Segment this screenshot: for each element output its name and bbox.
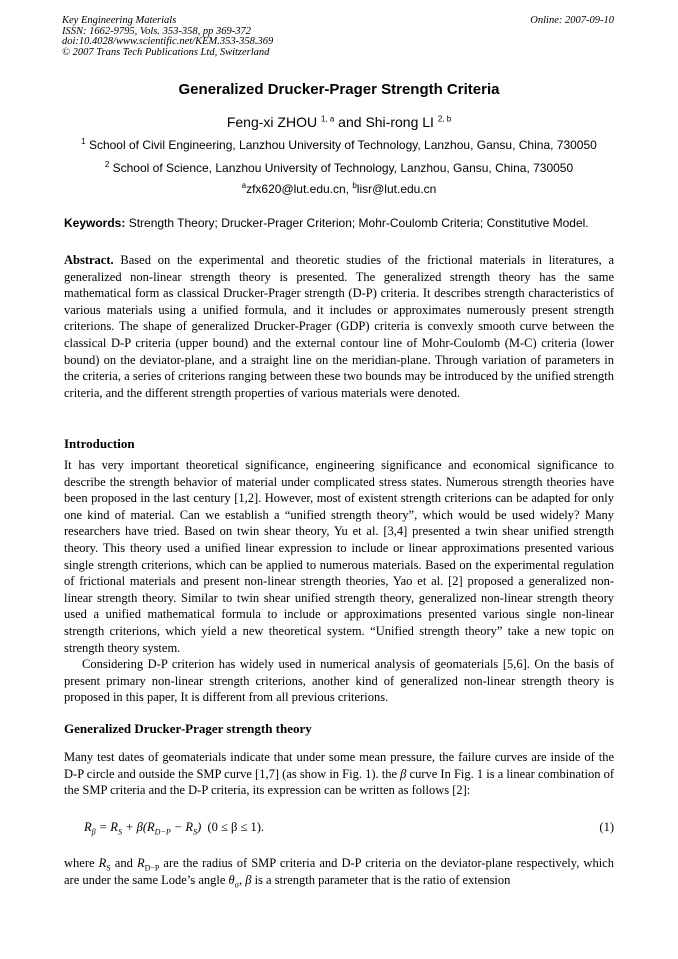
introduction-body	[64, 457, 614, 706]
rdp-sub: D−P	[144, 863, 160, 873]
gdp-para-1-text-a: Many test dates of geomaterials indicate that under some mean pressure, the failure curves are inside of the D-P circle and outside the SMP curve [1,7] (as show in Fig. 1). the	[64, 750, 614, 781]
eq-mid-sub: D−P	[154, 827, 171, 837]
introduction-para-1: It has very important theoretical significance, engineering significance and economical significance to describe the strength behavior of material under complicated stress states. Numerous strength theories have been proposed in the last century [1,2]. However, most of existent strength criterions can be adapted for only one kind of material. Can we establish a “unified strength theory”, which would be used widely? Many researchers have tried. Based on twin shear theory, Yu et al. [3,4] presented a twin shear unified strength theory. This theory used a unified linear expression to include or linear approximations presented various single strength criterions, which can be applied to numerous materials. Based on the experimental regulation of frictional materials and present non-linear strength theories, Yao et al. [2] proposed a generalized non-linear strength theory. Similar to twin shear unified strength theory, generalized non-linear strength theory used a unified mathematical formula to include or approximations presented various single non-linear strength criterions, which yield a new theoretical system. “Unified strength theory” take a new topic on strength theory system.	[64, 458, 614, 655]
introduction-para-2: Considering D-P criterion has widely used in numerical analysis of geomaterials [5,6]. On the basis of present primary non-linear strength criterions, another kind of generalized non-linear strength theory is proposed in this paper, It is different from all previous criterions.	[64, 657, 614, 705]
beta-symbol-2: β	[245, 872, 252, 887]
rdp-symbol: R	[136, 856, 145, 870]
eq-mid: + β(R	[121, 820, 155, 834]
eq-close: )	[197, 820, 202, 834]
keywords-label: Keywords:	[64, 216, 126, 230]
gdp-para-1-text-b: curve In Fig. 1 is a linear combination of the SMP criteria and the D-P criteria, its expression can be written as follows [2]:	[64, 766, 614, 798]
rs-sub: S	[106, 863, 111, 873]
gdp-para-2	[64, 855, 614, 888]
eq-lhs: R	[84, 820, 92, 834]
email-a-sup: a	[241, 181, 247, 190]
theta-sub: σ	[234, 880, 239, 890]
equation-1	[84, 820, 264, 835]
author-2: Shi-rong LI	[365, 114, 434, 130]
eq-lhs-sub: β	[91, 827, 96, 837]
eq-rhs-sub: S	[117, 827, 122, 837]
affiliation-2-sup: 2	[104, 160, 110, 169]
affiliation-1-text: School of Civil Engineering, Lanzhou University of Technology, Lanzhou, Gansu, China, 730050	[88, 138, 597, 152]
abstract	[64, 252, 614, 401]
doi-line: doi:10.4028/www.scientific.net/KEM.353-358.369	[62, 36, 274, 47]
journal-name: Key Engineering Materials	[62, 15, 177, 26]
affiliation-1	[0, 138, 678, 152]
journal-header	[62, 16, 273, 58]
paper-title: Generalized Drucker-Prager Strength Criteria	[178, 81, 500, 98]
author-2-sup: 2, b	[437, 114, 452, 124]
abstract-label: Abstract.	[64, 253, 114, 267]
eq-rhs: = R	[95, 820, 118, 834]
copyright-line: © 2007 Trans Tech Publications Ltd, Switzerland	[62, 46, 270, 58]
eq-range: (0 ≤ β ≤ 1).	[207, 820, 265, 834]
author-line	[0, 114, 678, 130]
gdp-para-2-text-b: are the radius of SMP criteria and D-P criteria on the deviator-plane respectively, which are under the same Lode’s angle	[64, 856, 614, 887]
gdp-heading: Generalized Drucker-Prager strength theory	[64, 721, 312, 736]
gdp-para-2-text-c: ,	[238, 872, 246, 887]
abstract-text: Based on the experimental and theoretic studies of the frictional materials in literatures, a generalized non-linear strength theory is presented. The generalized strength theory has the same mathematical form as classical Drucker-Prager strength (D-P) criteria. It describes strength characteristics of various materials using a unified formula, and it includes or approximates numerously present strength criterions. The shape of generalized Drucker-Prager (GDP) criteria is convexly smooth curve between the classical D-P criteria (upper bound) and the external contour line of Mohr-Coulomb (M-C) criteria (lower bound) on the deviator-plane, and a straight line on the meridian-plane. Through variation of parameters in the criteria, a series of criterions ranging between these two bounds may be introduced by the unified strength criteria, and the different strength properties of various materials were denoted.	[64, 253, 614, 400]
author-1: Feng-xi ZHOU	[226, 114, 318, 130]
gdp-para-2-and: and	[110, 856, 137, 870]
email-a[interactable]: zfx620@lut.edu.cn,	[246, 182, 353, 196]
email-b-sup: b	[352, 181, 357, 190]
email-b[interactable]: lisr@lut.edu.cn	[356, 182, 437, 196]
eq-end: − R	[170, 820, 194, 834]
issn-line: ISSN: 1662-9795, Vols. 353-358, pp 369-372	[62, 25, 251, 37]
online-date: Online: 2007-09-10	[530, 15, 614, 26]
eq-end-sub: S	[193, 827, 198, 837]
beta-symbol: β	[400, 766, 407, 781]
rs-symbol: R	[98, 856, 107, 870]
affiliation-2-text: School of Science, Lanzhou University of Technology, Lanzhou, Gansu, China, 730050	[112, 161, 574, 175]
affiliation-1-sup: 1	[81, 137, 86, 146]
gdp-para-1	[64, 749, 614, 799]
gdp-para-2-text-a: where	[64, 856, 99, 870]
introduction-heading: Introduction	[64, 436, 135, 451]
gdp-para-2-text-d: is a strength parameter that is the ratio of extension	[251, 872, 511, 887]
author-and: and	[334, 114, 366, 130]
theta-symbol: θ	[228, 872, 235, 887]
equation-number: (1)	[599, 820, 614, 834]
keywords	[64, 216, 624, 230]
author-1-sup: 1, a	[320, 114, 335, 124]
affiliation-2	[0, 161, 678, 175]
email-line	[0, 182, 678, 196]
keywords-text: Strength Theory; Drucker-Prager Criterion; Mohr-Coulomb Criteria; Constitutive Model.	[125, 216, 589, 230]
